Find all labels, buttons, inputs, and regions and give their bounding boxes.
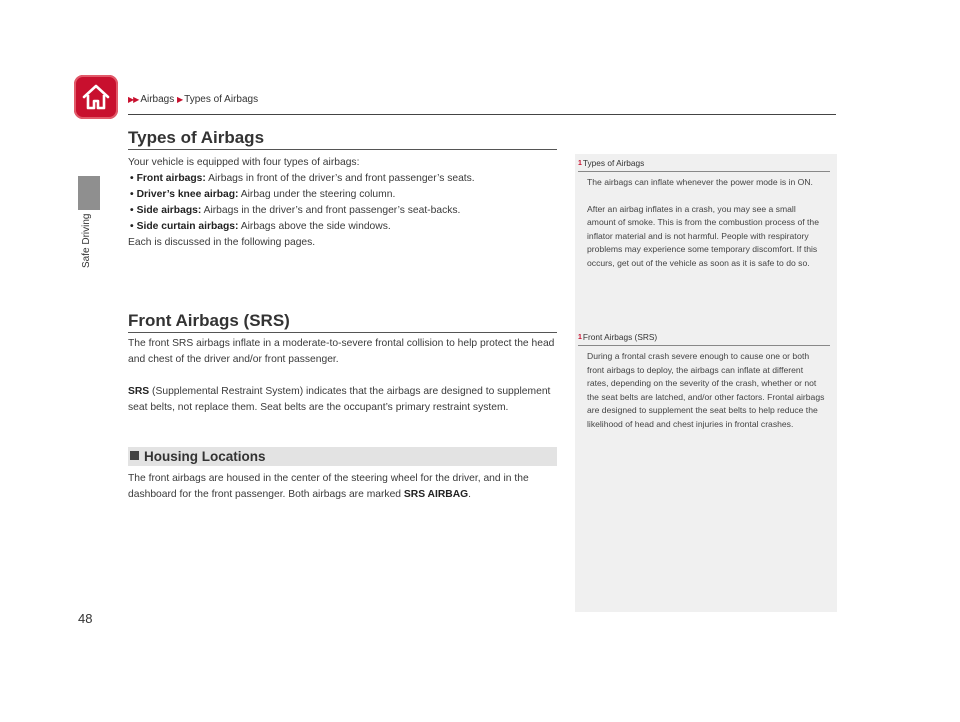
types-body [128,155,560,251]
section-title-divider [128,332,557,333]
srs-paragraph: SRS (Supplemental Restraint System) indicates that the airbags are designed to supplement seat belts, not replace them. Seat belts are the occupant’s primary restraint system. [128,386,551,413]
bullet-icon: • [130,173,134,184]
note-text: After an airbag inflates in a crash, you may see a small amount of smoke. This is from the combustion process of the inflator material and is not harmful. People with respiratory problems may experience some temporary discomfort. If this occurs, get out of the vehicle as soon as it is safe to do so. [587,203,819,268]
bullet-item: • Front airbags: Airbags in front of the driver’s and front passenger’s seats. [130,173,475,184]
note-front [578,332,830,444]
bullet-icon: • [130,221,134,232]
bullet-icon: • [130,189,134,200]
header-divider [128,114,836,115]
note-text: The airbags can inflate whenever the power mode is in ON. [587,177,813,187]
types-intro: Your vehicle is equipped with four types of airbags: [128,157,360,168]
breadcrumb-arrow-icon: ▶▶ [128,95,139,104]
housing-body [128,471,560,503]
bullet-icon: • [130,205,134,216]
bullet-item: • Side curtain airbags: Airbags above the side windows. [130,221,391,232]
page-number: 48 [78,611,93,626]
home-icon [80,81,112,113]
note-title: 1Front Airbags (SRS) [578,332,830,346]
breadcrumb-link-airbags[interactable]: Airbags [140,94,175,105]
breadcrumb-arrow-icon: ▶ [177,95,183,104]
subsection-heading: Housing Locations [128,447,557,466]
section-tab[interactable] [78,176,100,210]
housing-paragraph: The front airbags are housed in the center of the steering wheel for the driver, and in the dashboard for the front passenger. Both airbags are marked SRS AIRBAG. [128,473,529,500]
bullet-item: • Driver’s knee airbag: Airbag under the steering column. [130,189,396,200]
home-button[interactable] [74,75,118,119]
front-body [128,336,560,416]
front-paragraph: The front SRS airbags inflate in a moderate-to-severe frontal collision to help protect the head and chest of the driver and/or front passenger. [128,338,555,365]
section-title-divider [128,149,557,150]
note-text: During a frontal crash severe enough to cause one or both front airbags to deploy, the airbags can inflate at different rates, depending on the severity of the crash, whether or not the seat belts are latched, and/or other factors. Frontal airbags are designed to supplement the seat belts to help reduce the likelihood of head and chest injuries in frontal crashes. [587,351,825,429]
note-types [578,158,830,283]
breadcrumb [128,94,258,105]
types-outro: Each is discussed in the following pages. [128,237,316,248]
bullet-item: • Side airbags: Airbags in the driver’s and front passenger’s seat-backs. [130,205,461,216]
section-title-types: Types of Airbags [128,128,265,147]
square-bullet-icon [130,451,139,460]
breadcrumb-current: Types of Airbags [184,94,259,105]
note-title: 1Types of Airbags [578,158,830,172]
section-label: Safe Driving [81,213,92,268]
section-title-front: Front Airbags (SRS) [128,311,290,330]
